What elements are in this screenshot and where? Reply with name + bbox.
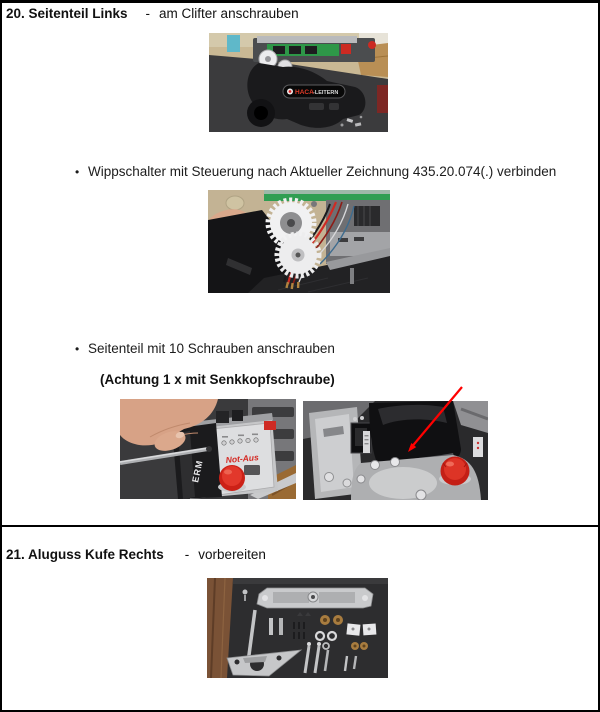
bullet-wippschalter <box>75 163 556 181</box>
screw-head-target <box>371 461 380 470</box>
section-21-action: vorbereiten <box>198 547 266 562</box>
bullet-marker-icon: • <box>75 165 80 179</box>
aluguss-kufe-bar <box>257 588 373 608</box>
section-20-dash: - <box>145 6 151 21</box>
beige-roll <box>226 196 244 210</box>
small-label <box>363 431 370 453</box>
connector-block-2 <box>232 410 243 421</box>
section-20-title: 20. Seitenteil Links <box>6 6 128 21</box>
bullet-wippschalter-text: Wippschalter mit Steuerung nach Aktueller Zeichnung 435.20.074(.) verbinden <box>88 164 557 179</box>
haca-suffix-text: -LEITERN <box>313 90 339 96</box>
standoff-1 <box>269 618 273 635</box>
section-20-heading <box>6 5 299 22</box>
bullet-seitenteil-schrauben <box>75 340 335 358</box>
photo-kufe-einzelteile <box>207 578 388 678</box>
note-senkkopfschraube: (Achtung 1 x mit Senkkopfschraube) <box>100 372 335 387</box>
teal-object <box>227 35 240 52</box>
bullet-seitenteil-schrauben-text: Seitenteil mit 10 Schrauben anschrauben <box>88 341 335 356</box>
photo-seitenteil-links-am-clifter <box>209 33 388 132</box>
not-aus-text: Not-Aus <box>225 452 260 465</box>
red-knob <box>368 41 376 49</box>
photo-anschrauben-schraubendreher <box>120 399 296 499</box>
section-21-dash: - <box>184 547 190 562</box>
photo-wippschalter-verkabelung <box>208 190 390 293</box>
dark-red-object <box>377 85 388 113</box>
red-component <box>341 44 351 54</box>
circuit-board-edge <box>264 194 390 201</box>
bullet-marker-icon: • <box>75 342 80 356</box>
standoff-2 <box>279 618 283 635</box>
photo-senkkopfschraube-position <box>303 401 488 500</box>
haca-brand-text: HACA <box>295 89 314 96</box>
section-20-action: am Clifter anschrauben <box>159 6 299 21</box>
red-logo-block <box>264 421 276 430</box>
connector-block-1 <box>216 411 229 423</box>
white-gear-small <box>277 234 319 276</box>
panel-letters-text: ERM <box>190 458 205 484</box>
section-21-title: 21. Aluguss Kufe Rechts <box>6 547 164 562</box>
section-divider <box>2 525 598 527</box>
section-21-heading <box>6 546 266 563</box>
